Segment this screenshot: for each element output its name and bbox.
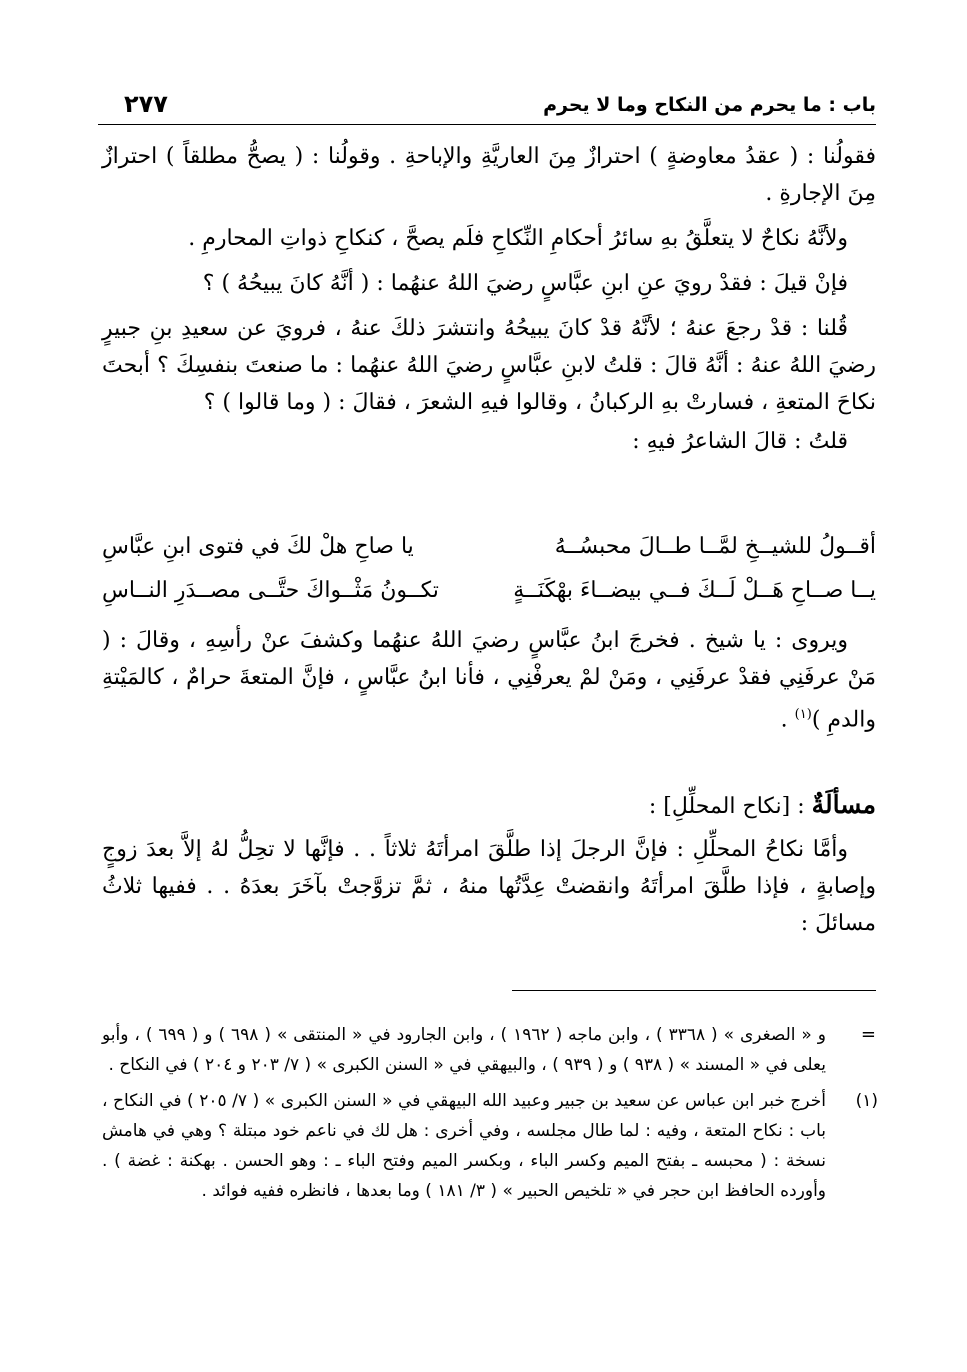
paragraph: قلتُ : قالَ الشاعرُ فيهِ : bbox=[632, 429, 848, 454]
footnote-item bbox=[102, 1020, 876, 1080]
footnote-text: أخرج خبر ابن عباس عن سعيد بن جبير وعبيد الله البيهقي في « السنن الكبرى » ( ٧/ ٢٠٥ ) في النكاح ، باب : نكاح المتعة ، وفيه : لما طال مجلسه ، وفي أخرى : هل لك في ناعم خود مبتلة ؟ وهي في هامش نسخة : ( محبسه ـ بفتح الميم وكسر الباء ، وبكسر الميم وفتح الباء ـ : وهو الحسن . بهكنة : غضة ) . وأورده الحافظ ابن حجر في « تلخيص الحبير » ( ٣/ ١٨١ ) وما بعدها ، فانظره ففيه فوائد . bbox=[102, 1091, 826, 1201]
footnote-reference: (١) bbox=[794, 707, 812, 722]
poem-verse bbox=[102, 578, 876, 618]
paragraph: فإنْ قيلَ : فقدْ رويَ عنِ ابنِ عبَّاسٍ رضيَ اللهُ عنهُما : ( أنَّهُ كانَ يبيحُهُ ) ؟ bbox=[202, 271, 848, 296]
page-number: ٢٧٧ bbox=[124, 90, 168, 118]
after-poem-text bbox=[102, 622, 876, 738]
verse-second-hemistich: يا صاحِ هلْ لكَ في فتوى ابنِ عبَّاسِ bbox=[102, 534, 414, 559]
paragraph: قُلنا : قدْ رجعَ عنهُ ؛ لأنَّهُ قدْ كانَ يبيحُهُ وانتشرَ ذلكَ عنهُ ، فرويَ عن سعيدِ بنِ جبيرٍ رضيَ اللهُ عنهُ : أنَّهُ قالَ : قلتُ لابنِ عبَّاسٍ رضيَ اللهُ عنهُما : ما صنعتَ بنفسِكَ ؟ أبحتَ نكاحَ المتعةِ ، فسارتْ بهِ الركبانُ ، وقالوا فيهِ الشعرَ ، فقالَ : ( وما قالوا ) ؟ bbox=[102, 316, 876, 415]
after-poem-sentence: ويروى : يا شيخ . فخرجَ ابنُ عبَّاسٍ رضيَ اللهُ عنهُما وكشفَ عنْ رأسِهِ ، وقالَ : ( مَنْ عرفَنِي فقدْ عرفَنِي ، ومَنْ لمْ يعرفْنِي ، فأنا ابنُ عبَّاسٍ ، فإنَّ المتعةَ حرامٌ ، كالمَيْتةِ والدمِ ) bbox=[102, 628, 876, 733]
footnote-text: و « الصغرى » ( ٣٣٦٨ ) ، وابن ماجه ( ١٩٦٢ ) ، وابن الجارود في « المنتقى » ( ٦٩٨ ) و ( ٦٩٩ ) ، وأبو يعلى في « المسند » ( ٩٣٨ ) و ( ٩٣٩ ) ، والبيهقي في « السنن الكبرى » ( ٧/ ٢٠٣ و ٢٠٤ ) في النكاح . bbox=[102, 1025, 826, 1075]
poem-verse bbox=[102, 534, 876, 574]
masala-section bbox=[102, 786, 876, 942]
paragraph: ولأنَّهُ نكاحٌ لا يتعلَّقُ بهِ سائرُ أحكامِ النِّكاحِ فلَم يصحَّ ، كنكاحِ ذواتِ المحارمِ . bbox=[188, 226, 848, 251]
masala-title: : [نكاح المحلِّلِ] : bbox=[648, 794, 812, 819]
footnote-separator bbox=[512, 990, 876, 991]
sentence-end: . bbox=[780, 707, 795, 733]
verse-second-hemistich: تكــونُ مَثْــواكَ حتَّــى مصــدَرِ النــاسِ bbox=[102, 578, 439, 603]
paragraph bbox=[102, 622, 876, 738]
masala-heading bbox=[102, 786, 876, 825]
masala-label: مسألَةٌ bbox=[811, 790, 876, 819]
paragraph: فقولُنا : ( عقدُ معاوضةٍ ) احترازٌ مِنَ العاريَّةِ والإباحةِ . وقولُنا : ( يصحُّ مطلقاً ) احترازٌ مِنَ الإجارةِ . bbox=[102, 144, 876, 206]
running-header bbox=[98, 88, 876, 125]
footnote-item bbox=[102, 1086, 876, 1206]
poem bbox=[102, 534, 876, 618]
main-text bbox=[102, 138, 876, 460]
verse-first-hemistich: أقــولُ للشيــخِ لمَّــا طــالَ محبسُــهُ bbox=[554, 534, 876, 559]
verse-first-hemistich: يــا صــاحِ هَــلْ لَــكَ فــي بيضــاءَ بهْكَنَــةٍ bbox=[513, 578, 876, 603]
footnote-marker: (١) bbox=[855, 1091, 878, 1111]
footnote-marker: = bbox=[860, 1024, 876, 1045]
chapter-title: باب : ما يحرم من النكاح وما لا يحرم bbox=[543, 94, 876, 116]
footnotes bbox=[102, 1020, 876, 1206]
masala-paragraph: وأمَّا نكاحُ المحلِّلِ : فإنَّ الرجلَ إذا طلَّقَ امرأتَهُ ثلاثاً . . فإنَّها لا تحِلُّ لهُ إلاَّ بعدَ زوجٍ وإصابةٍ ، فإذا طلَّقَ امرأتَهُ وانقضتْ عِدَّتُها منهُ ، ثمَّ تزوَّجتْ بآخَرَ بعدَهُ . . ففيها ثلاثُ مسائلَ : bbox=[102, 837, 876, 936]
